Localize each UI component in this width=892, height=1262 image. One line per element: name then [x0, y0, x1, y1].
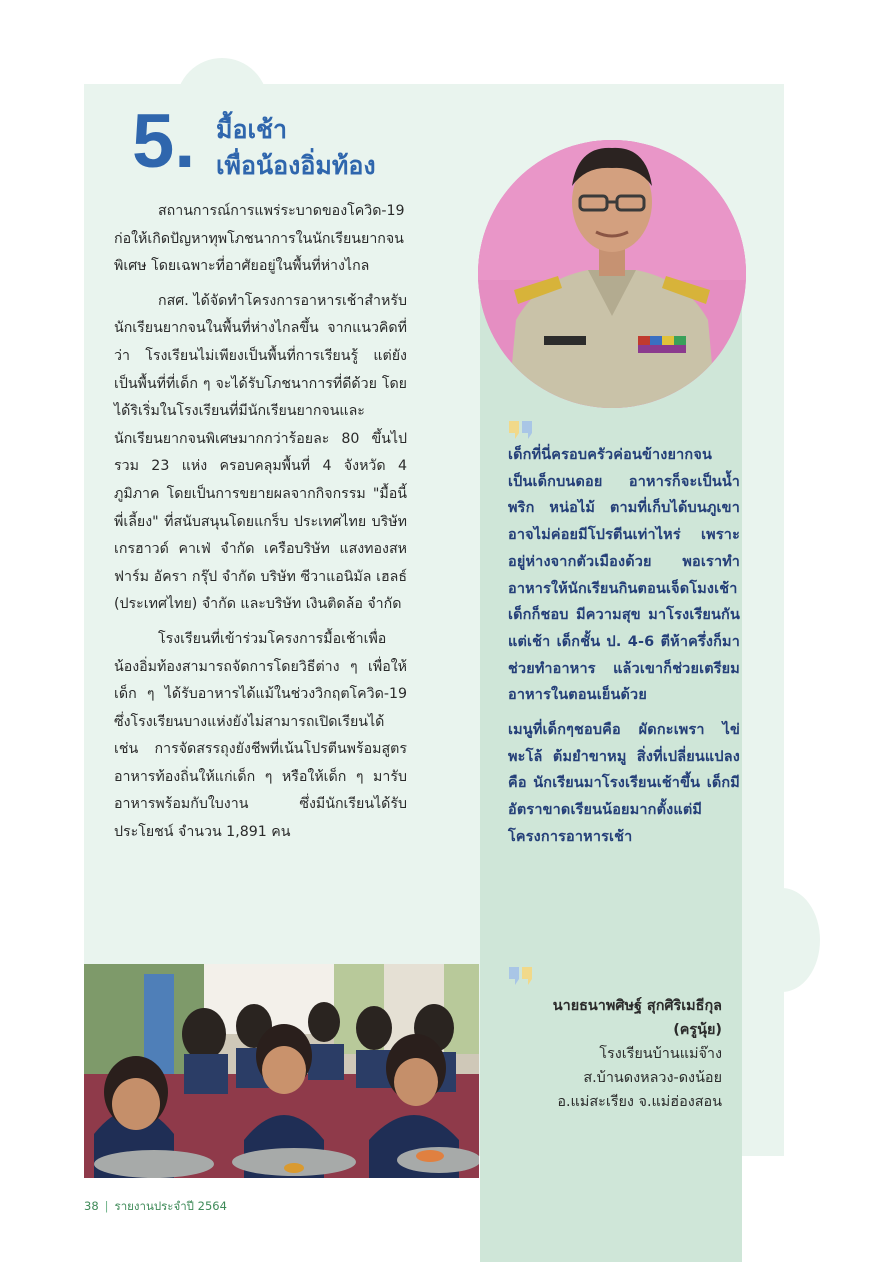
report-title: รายงานประจำปี 2564	[114, 1199, 227, 1213]
quote-paragraph: เด็กที่นี่ครอบครัวค่อนข้างยากจน เป็นเด็กบนดอย อาหารก็จะเป็นน้ำพริก หน่อไม้ ตามที่เก็บได้บนภูเขา อาจไม่ค่อยมีโปรตีนเท่าไหร่ เพราะอยู่ห่างจากตัวเมืองด้วย พอเราทำอาหารให้นักเรียนกินตอนเจ็ดโมงเช้า เด็กก็ชอบ มีความสุข มาโรงเรียนกันแต่เช้า เด็กชั้น ป. 4-6 ตีห้าครึ่งก็มาช่วยทำอาหาร แล้วเขาก็ช่วยเตรียมอาหารในตอนเย็นด้วย	[508, 447, 740, 704]
author-nickname: (ครูนุ้ย)	[673, 1022, 722, 1038]
footer-divider: |	[104, 1199, 109, 1213]
students-breakfast-photo	[84, 964, 479, 1178]
author-school: โรงเรียนบ้านแม่จ๊าง	[599, 1046, 722, 1062]
quote-open-icon	[508, 420, 534, 440]
panel-decor-circle-right	[744, 888, 820, 992]
quote-paragraph: เมนูที่เด็กๆชอบคือ ผัดกะเพรา ไข่พะโล้ ต้มยำขาหมู สิ่งที่เปลี่ยนแปลงคือ นักเรียนมาโรงเรียนเช้าขึ้น เด็กมีอัตราขาดเรียนน้อยมากตั้งแต่มีโครงการอาหารเช้า	[508, 722, 740, 845]
quote-close-icon	[508, 966, 534, 986]
page-number: 38	[84, 1199, 99, 1213]
teacher-quote	[508, 442, 740, 859]
article-paragraph: กสศ. ได้จัดทำโครงการอาหารเช้าสำหรับนักเรียนยากจนในพื้นที่ห่างไกลขึ้น จากแนวคิดที่ว่า โรงเรียนไม่เพียงเป็นพื้นที่การเรียนรู้ แต่ยังเป็นพื้นที่ที่เด็ก ๆ จะได้รับโภชนาการที่ดีด้วย โดยได้ริเริ่มในโรงเรียนที่มีนักเรียนยากจนและนักเรียนยากจนพิเศษมากกว่าร้อยละ 80 ขึ้นไป รวม 23 แห่ง ครอบคลุมพื้นที่ 4 จังหวัด 4 ภูมิภาค โดยเป็นการขยายผลจากกิจกรรม "มื้อนี้พี่เลี้ยง" ที่สนับสนุนโดยแกร็บ ประเทศไทย บริษัทเกรฮาวด์ คาเฟ่ จำกัด เครือบริษัท แสงทองสหฟาร์ม อัครา กรุ๊ป จำกัด บริษัท ซีวาแอนิมัล เฮลธ์ (ประเทศไทย) จำกัด และบริษัท เงินติดล้อ จำกัด	[114, 292, 407, 613]
section-number: 5.	[132, 99, 196, 184]
article-body	[114, 198, 407, 854]
author-name: นายธนาพศิษฐ์ สุกศิริเมธีกุล	[552, 998, 722, 1014]
section-title	[216, 112, 456, 184]
page-footer	[84, 1198, 227, 1216]
section-title-line1: มื้อเช้า	[216, 115, 288, 144]
article-paragraph: สถานการณ์การแพร่ระบาดของโควิด-19 ก่อให้เกิดปัญหาทุพโภชนาการในนักเรียนยากจนพิเศษ โดยเฉพาะที่อาศัยอยู่ในพื้นที่ห่างไกล	[114, 203, 405, 275]
quote-attribution	[500, 994, 722, 1114]
author-subdistrict: ส.บ้านดงหลวง-ดงน้อย	[583, 1070, 722, 1086]
section-title-line2: เพื่อน้องอิ่มท้อง	[216, 151, 376, 180]
teacher-portrait-photo	[478, 140, 746, 408]
author-district: อ.แม่สะเรียง จ.แม่ฮ่องสอน	[557, 1094, 722, 1110]
article-paragraph: โรงเรียนที่เข้าร่วมโครงการมื้อเช้าเพื่อน้องอิ่มท้องสามารถจัดการโดยวิธีต่าง ๆ เพื่อให้เด็ก ๆ ได้รับอาหารได้แม้ในช่วงวิกฤตโควิด-19 ซึ่งโรงเรียนบางแห่งยังไม่สามารถเปิดเรียนได้ เช่น การจัดสรรถุงยังชีพที่เน้นโปรตีนพร้อมสูตรอาหารท้องถิ่นให้แก่เด็ก ๆ หรือให้เด็ก ๆ มารับอาหารพร้อมกับใบงาน ซึ่งมีนักเรียนได้รับประโยชน์ จำนวน 1,891 คน	[114, 630, 407, 841]
